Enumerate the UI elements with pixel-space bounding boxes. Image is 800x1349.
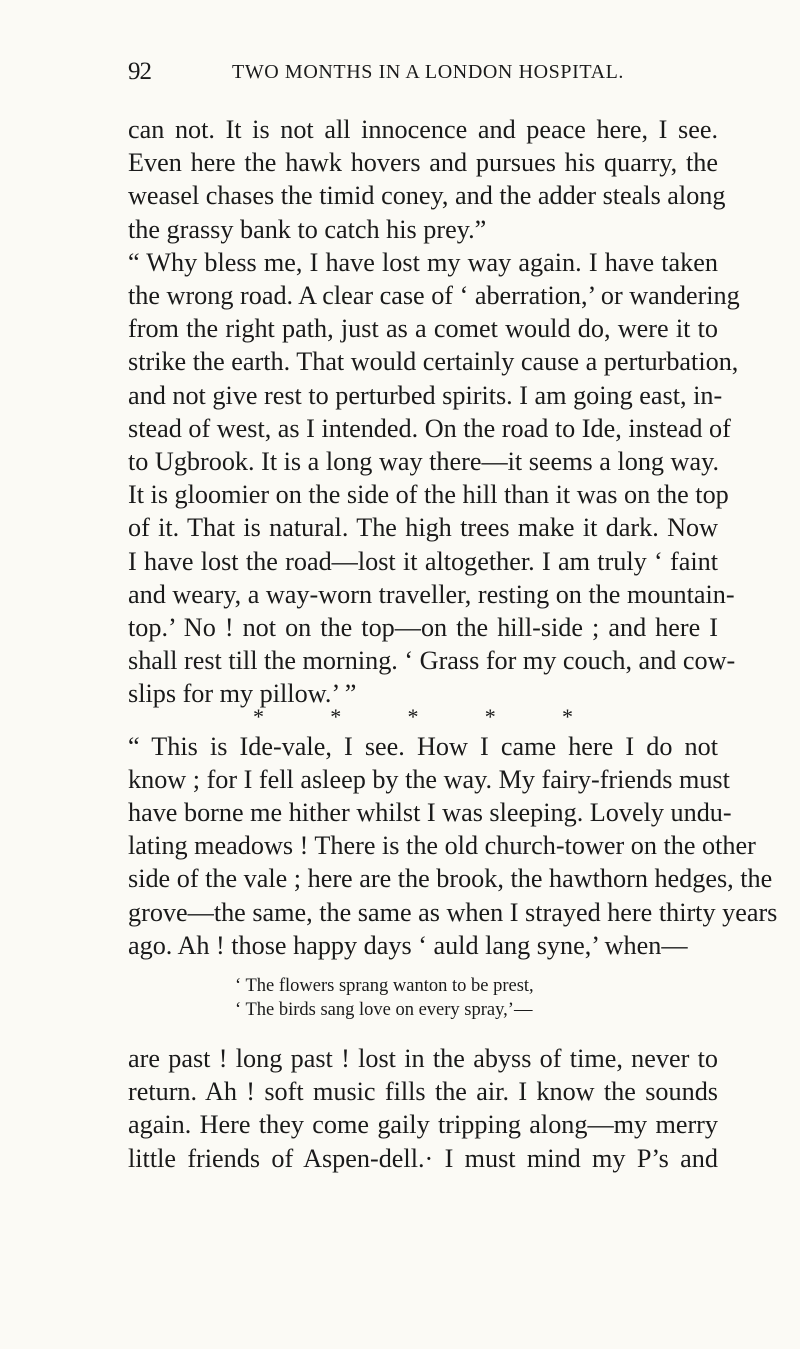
text-line: little friends of Aspen-dell.· I must mind my P’s and	[128, 1143, 718, 1173]
text-line: the grassy bank to catch his prey.”	[128, 214, 487, 244]
page-header	[128, 58, 718, 94]
asterisk: *	[562, 703, 573, 729]
text-line: stead of west, as I intended. On the road to Ide, instead of	[128, 413, 731, 443]
text-line: slips for my pillow.’ ”	[128, 679, 357, 709]
text-line: weasel chases the timid coney, and the adder steals along	[128, 181, 726, 211]
text-line: the wrong road. A clear case of ‘ aberration,’ or wandering	[128, 281, 740, 311]
text-line: know ; for I fell asleep by the way. My fairy-friends must	[128, 764, 730, 794]
text-line: Even here the hawk hovers and pursues his quarry, the	[128, 148, 718, 178]
asterisk: *	[484, 703, 496, 729]
text-line: from the right path, just as a comet would do, were it to	[128, 314, 718, 344]
text-line: and weary, a way-worn traveller, resting on the mountain-	[128, 579, 735, 609]
text-line: I have lost the road—lost it altogether. I am truly ‘ faint	[128, 546, 718, 576]
text-line: can not. It is not all innocence and peace here, I see.	[128, 115, 718, 144]
verse-line: ‘ The birds sang love on every spray,’—	[235, 1000, 533, 1021]
text-line: top.’ No ! not on the top—on the hill-side ; and here I	[128, 613, 718, 643]
text-line: of it. That is natural. The high trees make it dark. Now	[128, 513, 718, 543]
text-line: grove—the same, the same as when I strayed here thirty years	[128, 897, 778, 927]
text-line: to Ugbrook. It is a long way there—it seems a long way.	[128, 447, 720, 477]
asterisk: *	[253, 703, 264, 729]
verse-line: ‘ The flowers sprang wanton to be prest,	[235, 976, 534, 997]
page-number: 92	[128, 58, 151, 85]
running-head: TWO MONTHS IN A LONDON HOSPITAL.	[232, 61, 625, 83]
verse-quotation	[128, 974, 718, 1022]
text-line: again. Here they come gaily tripping along—my merry	[128, 1110, 718, 1140]
body-text	[128, 113, 778, 1175]
text-line: lating meadows ! There is the old church-tower on the other	[128, 831, 756, 861]
paragraph-3	[128, 730, 778, 962]
asterisk: *	[330, 703, 342, 729]
text-line: It is gloomier on the side of the hill than it was on the top	[128, 480, 729, 510]
asterisk: *	[407, 703, 419, 729]
text-line: side of the vale ; here are the brook, the hawthorn hedges, the	[128, 864, 773, 894]
text-line: return. Ah ! soft music fills the air. I know the sounds	[128, 1077, 718, 1107]
text-line: ago. Ah ! those happy days ‘ auld lang syne,’ when—	[128, 930, 688, 960]
text-line: are past ! long past ! lost in the abyss of time, never to	[128, 1044, 718, 1074]
text-line: and not give rest to perturbed spirits. I am going east, in-	[128, 380, 723, 410]
paragraph-2	[128, 246, 740, 711]
text-line: shall rest till the morning. ‘ Grass for my couch, and cow-	[128, 646, 736, 676]
paragraph-1	[128, 113, 726, 246]
text-line: “ This is Ide-vale, I see. How I came here I do not	[128, 731, 718, 761]
text-line: have borne me hither whilst I was sleeping. Lovely undu-	[128, 798, 732, 828]
text-line: “ Why bless me, I have lost my way again. I have taken	[128, 247, 718, 277]
paragraph-4	[128, 1042, 718, 1175]
text-line: strike the earth. That would certainly cause a perturbation,	[128, 347, 739, 377]
